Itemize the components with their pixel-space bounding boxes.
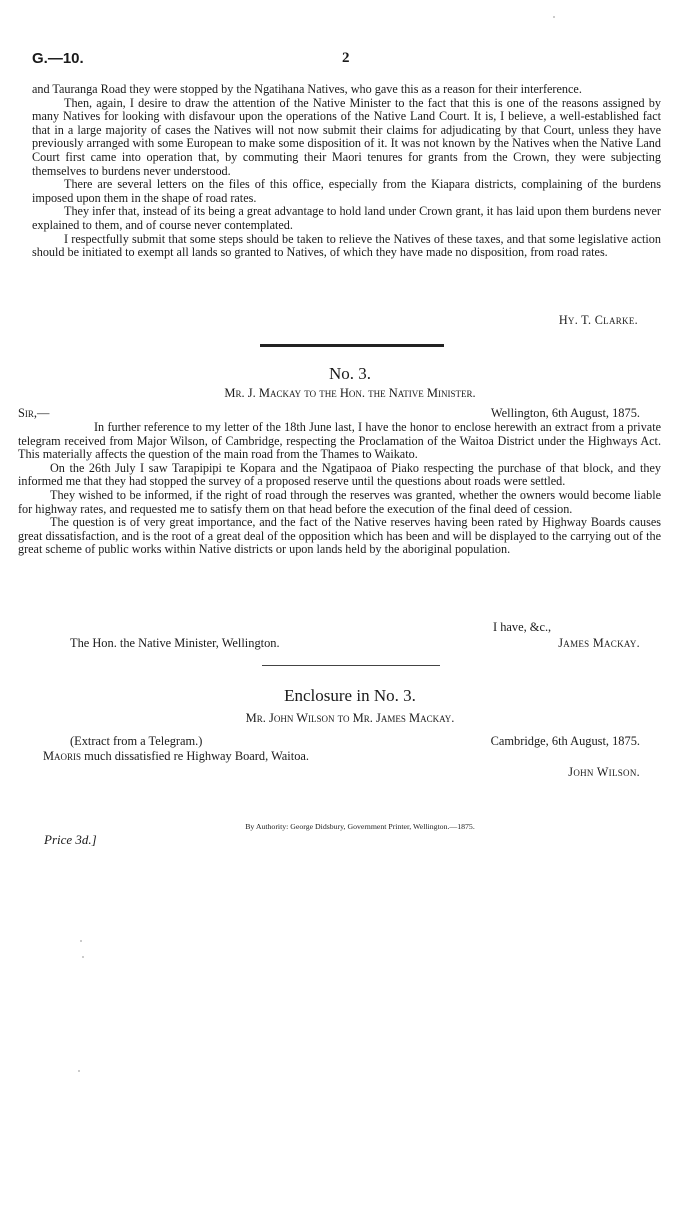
speck — [80, 940, 82, 942]
enclosure-body-rest: much dissatisfied re Highway Board, Waitoa. — [81, 749, 309, 763]
paragraph: I respectfully submit that some steps should be taken to relieve the Natives of these taxes, and that some legislative action should be initiated to exempt all lands so granted to Natives, of which they have made no disposition, from road rates. — [32, 231, 661, 260]
price: Price 3d.] — [44, 832, 97, 847]
document-reference: G.—10. — [32, 50, 84, 67]
enclosure-title: Enclosure in No. 3. — [284, 686, 416, 705]
enclosure-place-date: Cambridge, 6th August, 1875. — [490, 734, 640, 748]
signature-wilson: John Wilson. — [568, 765, 640, 779]
speck — [78, 1070, 80, 1072]
enclosure-divider — [262, 665, 440, 666]
letter-number: No. 3. — [328, 364, 372, 383]
signature-clarke: Hy. T. Clarke. — [558, 313, 638, 327]
paragraph: There are several letters on the files of this office, especially from the Kiapara districts, complaining of the burdens imposed upon them in the shape of road rates. — [32, 177, 661, 205]
signature-mackay: James Mackay. — [558, 636, 640, 650]
letter-from-to: Mr. J. Mackay to the Hon. the Native Minister. — [224, 386, 476, 400]
salutation: Sir,— — [18, 406, 50, 420]
speck — [553, 16, 555, 18]
telegram-note: (Extract from a Telegram.) — [70, 734, 203, 748]
enclosure-from-to: Mr. John Wilson to Mr. James Mackay. — [245, 711, 455, 725]
paragraph: On the 26th July I saw Tarapipipi te Kopara and the Ngatipaoa of Piako respecting the purchase of that block, and they informed me that they had stopped the survey of a proposed reserve until the questions about roads were settled. — [18, 460, 661, 489]
top-section-body — [32, 83, 661, 260]
printer-authority: By Authority: George Didsbury, Government Printer, Wellington.—1875. — [245, 822, 475, 831]
letter-place-date: Wellington, 6th August, 1875. — [490, 406, 640, 420]
enclosure-body — [43, 749, 309, 764]
paragraph: Then, again, I desire to draw the attention of the Native Minister to the fact that this is one of the reasons assigned by many Natives for looking with disfavour upon the operations of the Native Land Court. It is, I believe, a well-established fact that in a large majority of cases the Natives will not now submit their claims for adjudicating by that Court, unless they have previously arranged with some European to make some disposition of it. It was not known by the Natives when the Native Land Court first came into operation that, by commuting their Maori tenures for grants from the Crown, they were subjecting themselves to burdens never understood. — [32, 95, 661, 178]
paragraph: and Tauranga Road they were stopped by the Ngatihana Natives, who gave this as a reason for their interference. — [32, 82, 582, 96]
letter-body — [18, 421, 661, 557]
page-number: 2 — [342, 50, 350, 66]
paragraph: The question is of very great importance, and the fact of the Native reserves having been rated by Highway Boards causes great dissatisfaction, and is the root of a great deal of the opposition which has been and will be displayed to the carrying out of the great scheme of public works within Native districts or upon lands held by the aboriginal population. — [18, 515, 661, 557]
paragraph: In further reference to my letter of the 18th June last, I have the honor to enclose herewith an extract from a private telegram received from Major Wilson, of Cambridge, respecting the Proclamation of the Waitoa District under the Highways Act. This materially affects the question of the main road from the Thames to Waikato. — [18, 420, 661, 462]
paragraph: They wished to be informed, if the right of road through the reserves was granted, whether the owners would become liable for highway rates, and requested me to satisfy them on that head before the execution of the final deed of cession. — [18, 487, 661, 516]
paragraph: They infer that, instead of its being a great advantage to hold land under Crown grant, it has laid upon them burdens never explained to them, and of course never contemplated. — [32, 204, 661, 232]
letter-closing: I have, &c., — [493, 620, 552, 634]
speck — [82, 956, 84, 958]
letter-addressee: The Hon. the Native Minister, Wellington. — [70, 636, 280, 650]
section-divider — [260, 344, 444, 347]
enclosure-body-lead: Maoris — [43, 749, 82, 763]
